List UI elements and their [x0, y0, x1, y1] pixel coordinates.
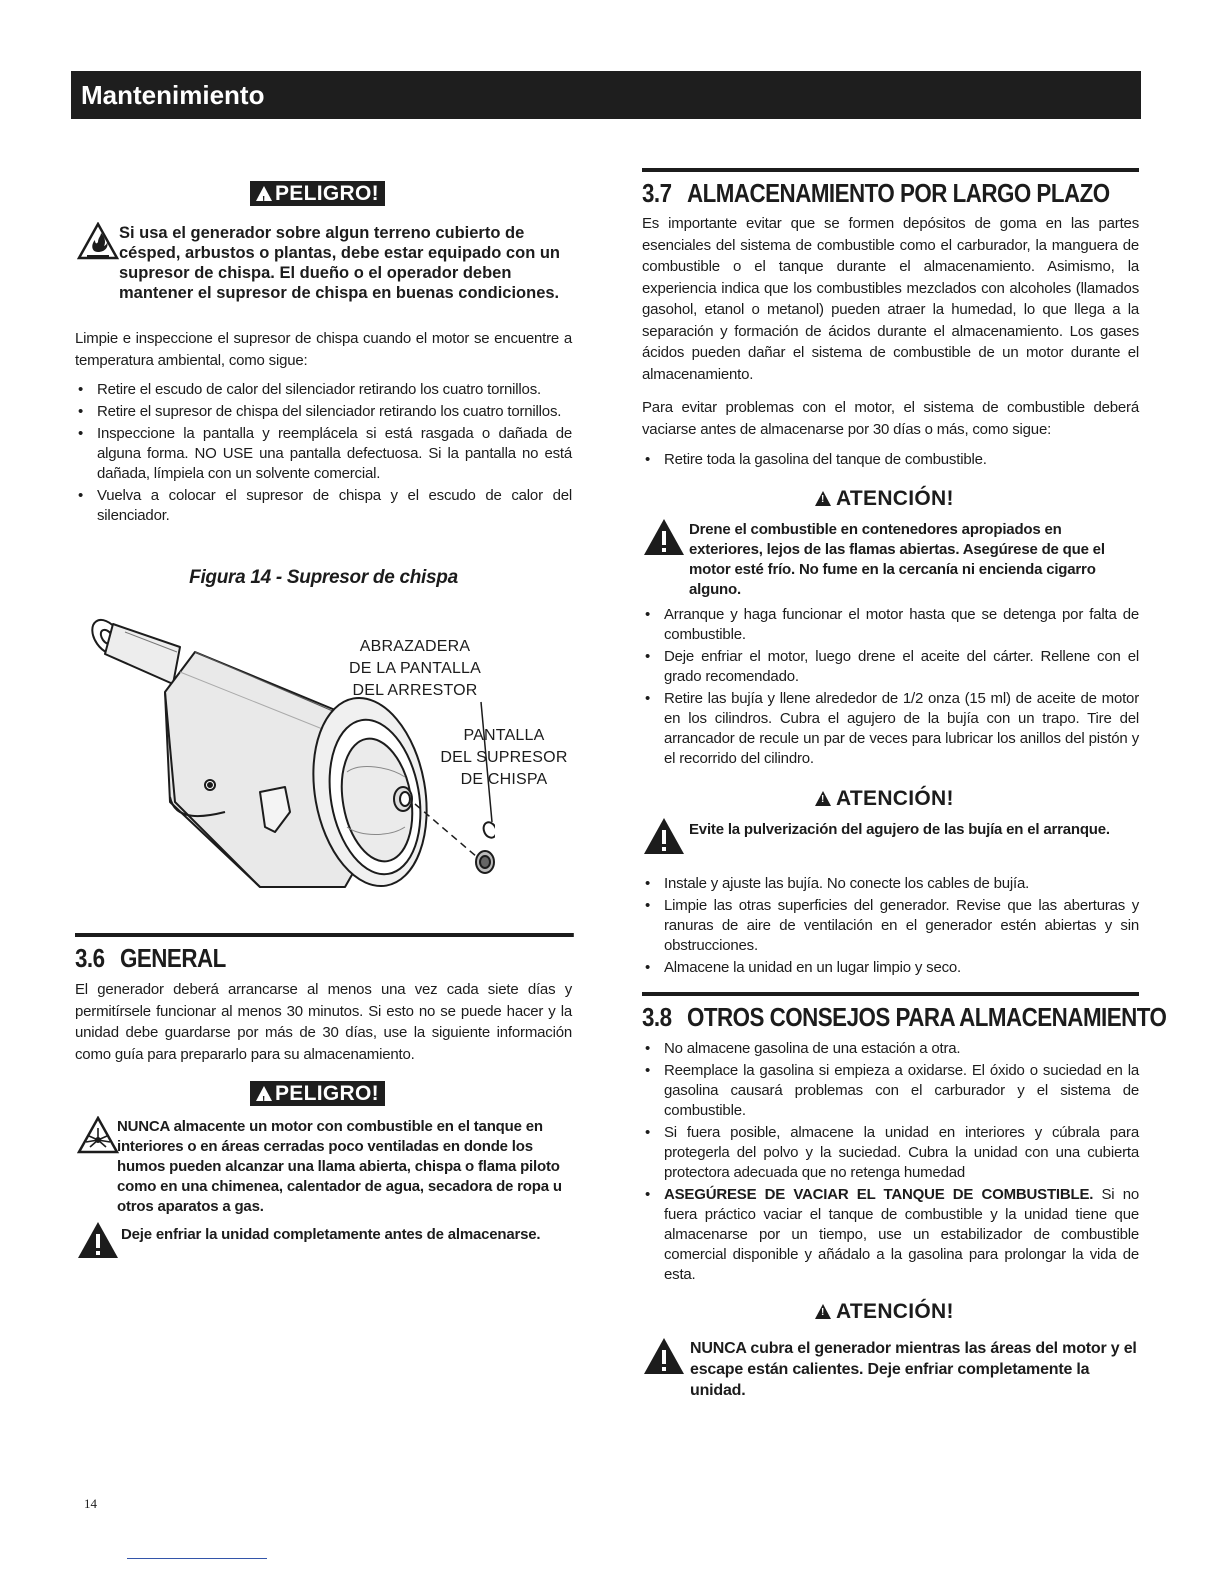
fire-warning-icon [77, 222, 119, 260]
section-header-title: Mantenimiento [81, 80, 265, 110]
list-item: • Retire el supresor de chispa del silenciador retirando los cuatro tornillos. [75, 402, 572, 422]
explosion-warning-icon [77, 1116, 119, 1154]
caution-badge [815, 787, 954, 811]
storage-paragraph-2: Para evitar problemas con el motor, el sistema de combustible deberá vaciarse antes de almacenarse por 30 días o más, como sigue: [642, 399, 1139, 438]
section-header [71, 71, 1141, 119]
warning-triangle-icon: ! [256, 1086, 272, 1101]
storage-steps-3 [642, 874, 1139, 980]
list-item: • Instale y ajuste las bujía. No conecte los cables de bujía. [642, 874, 1139, 894]
cover-caution: NUNCA cubra el generador mientras las áreas del motor y el escape están calientes. Deje enfriar completamente la unidad. [690, 1340, 1137, 1399]
exclamation-warning-icon [642, 816, 686, 856]
spark-arrestor-warning: Si usa el generador sobre algun terreno cubierto de césped, arbustos o plantas, debe estar equipado con un supresor de chispa. El dueño o el operador deben mantener el supresor de chispa en buenas condiciones. [119, 224, 561, 302]
caution-badge-label: ATENCIÓN! [836, 787, 954, 810]
storage-steps-2 [642, 605, 1139, 771]
list-item: • ASEGÚRESE DE VACIAR EL TANQUE DE COMBUSTIBLE. Si no fuera práctico vaciar el tanque de combustible y la unidad tiene que almacenarse por un tiempo, use un estabilizador de combustible comercial disponible y añádalo a la gasolina para prolongar la vida de esta. [642, 1185, 1139, 1285]
danger-badge [250, 1081, 385, 1106]
list-item: • Almacene la unidad en un lugar limpio y seco. [642, 958, 1139, 978]
page-number: 14 [84, 1496, 97, 1511]
warning-triangle-icon: ! [815, 491, 831, 506]
list-item: • Si fuera posible, almacene la unidad en interiores y cúbrala para protegerla del polvo y la suciedad. Cubra la unidad con una cubierta protectora adecuada que no retenga humedad [642, 1123, 1139, 1183]
list-item: • Deje enfriar el motor, luego drene el aceite del cárter. Rellene con el grado recomendado. [642, 647, 1139, 687]
exclamation-warning-icon [642, 517, 686, 557]
caution-badge-label: ATENCIÓN! [836, 487, 954, 510]
spark-arrestor-steps [75, 380, 572, 528]
storage-paragraph-1: Es importante evitar que se formen depósitos de goma en las partes esenciales del sistema de combustible como el carburador, la manguera de combustible o el tanque durante el almacenamiento. Asimismo, la experiencia indica que los combustibles mezclados con alcoholes (llamados gasohol, etanol o metanol) pueden atraer la humedad, lo que llega a la separación y formación de ácidos durante el almacenamiento. Los gases ácidos pueden dañar el sistema de combustible de un motor durante el almacenamiento. [642, 215, 1139, 383]
list-item: • Retire el escudo de calor del silenciador retirando los cuatro tornillos. [75, 380, 572, 400]
caution-badge [815, 487, 954, 511]
exclamation-warning-icon [642, 1336, 686, 1376]
divider [75, 933, 572, 937]
storage-tips-list [642, 1039, 1139, 1287]
cool-down-warning: Deje enfriar la unidad completamente antes de almacenarse. [121, 1226, 541, 1243]
figure-label-clamp: ABRAZADERA DE LA PANTALLA DEL ARRESTOR [348, 638, 482, 699]
section-title-general: 3.6 GENERAL [75, 933, 574, 974]
list-item: • Retire toda la gasolina del tanque de combustible. [642, 450, 1139, 470]
list-item: • Arranque y haga funcionar el motor hasta que se detenga por falta de combustible. [642, 605, 1139, 645]
storage-steps-1 [642, 450, 1139, 472]
danger-badge-label: PELIGRO! [275, 182, 379, 205]
warning-triangle-icon: ! [256, 186, 272, 201]
section-title-storage-tips: 3.8 OTROS CONSEJOS PARA ALMACENAMIENTO [642, 1002, 1167, 1032]
footer-line [127, 1558, 267, 1559]
figure-label-screen: PANTALLA DEL SUPRESOR DE CHISPA [440, 727, 568, 788]
section-title-long-term-storage: 3.7 ALMACENAMIENTO POR LARGO PLAZO [642, 178, 1110, 208]
list-item: • Vuelva a colocar el supresor de chispa y el escudo de calor del silenciador. [75, 486, 572, 526]
list-item: • Reemplace la gasolina si empieza a oxidarse. El óxido o suciedad en la gasolina causará problemas con el carburador y el sistema de combustible. [642, 1061, 1139, 1121]
caution-badge-label: ATENCIÓN! [836, 1300, 954, 1323]
list-item: • No almacene gasolina de una estación a otra. [642, 1039, 1139, 1059]
warning-triangle-icon: ! [815, 1304, 831, 1319]
spark-plug-caution: Evite la pulverización del agujero de las bujía en el arranque. [689, 821, 1110, 838]
warning-triangle-icon: ! [815, 791, 831, 806]
caution-badge [815, 1300, 954, 1324]
spark-arrestor-intro: Limpie e inspeccione el supresor de chispa cuando el motor se encuentre a temperatura ambiental, como sigue: [75, 330, 572, 369]
danger-badge-label: PELIGRO! [275, 1082, 379, 1105]
figure-caption: Figura 14 - Supresor de chispa [189, 567, 458, 588]
fuel-storage-warning: NUNCA almacente un motor con combustible en el tanque en interiores o en áreas cerradas poco ventiladas en donde los humos pueden alcanzar una llama abierta, chispa o flama piloto como en una chimenea, calentador de agua, secadora de ropa u otros aparatos a gas. [117, 1118, 562, 1215]
danger-badge [250, 181, 385, 206]
fuel-drain-caution: Drene el combustible en contenedores apropiados en exteriores, lejos de las flamas abiertas. Asegúrese de que el motor esté frío. No fume en la cercanía ni encienda cigarro alguno. [689, 521, 1105, 598]
list-item: • Limpie las otras superficies del generador. Revise que las aberturas y ranuras de aire de ventilación en el generador estén abiertas y sin obstrucciones. [642, 896, 1139, 956]
list-item: • Retire las bujía y llene alrededor de 1/2 onza (15 ml) de aceite de motor en los cilindros. Cubra el agujero de la bujía con un trapo. Tire del arrancador de recule un par de veces para lubricar los anillos del pistón y el recorrido del cilindro. [642, 689, 1139, 769]
general-text: El generador deberá arrancarse al menos una vez cada siete días y permitírsele funcionar al menos 30 minutos. Si esto no se puede hacer y la unidad debe guardarse por más de 30 días, use la siguiente información como guía para prepararlo para su almacenamiento. [75, 981, 572, 1063]
exclamation-warning-icon [76, 1220, 120, 1260]
list-item: • Inspeccione la pantalla y reemplácela si está rasgada o dañada de alguna forma. NO USE una pantalla defectuosa. Si la pantalla no está dañada, límpiela con un solvente comercial. [75, 424, 572, 484]
